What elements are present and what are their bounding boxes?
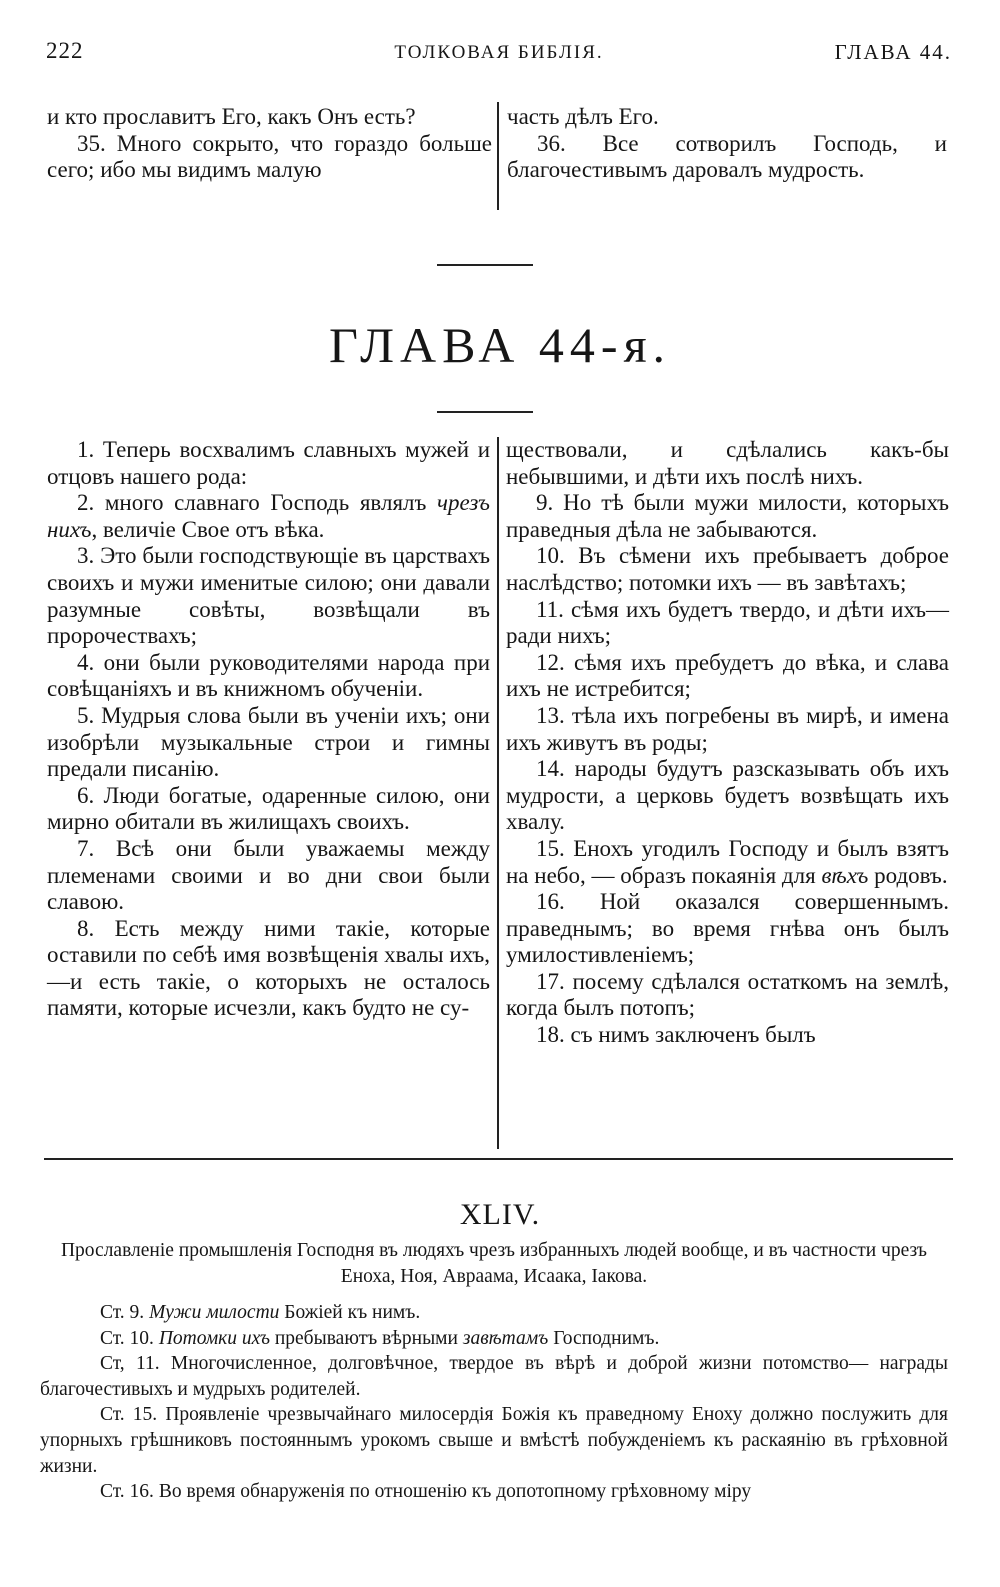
verse-36: 36. Все сотворилъ Господь, и благочестивымъ даровалъ мудрость.: [507, 130, 947, 183]
verse-6: 6. Люди богатые, одаренные силою, они мирно обитали въ жилищахъ своихъ.: [47, 782, 490, 835]
commentary-summary: Прославленіе промышленія Господня въ людяхъ чрезъ избранныхъ людей вообще, и въ частности чрезъ Еноха, Ноя, Авраама, Исаака, Іакова.: [60, 1240, 928, 1287]
verse-15-italic: вѣхъ: [821, 862, 869, 888]
verse-2-italic: чрезъ нихъ: [47, 490, 490, 542]
commentary-body: [40, 1300, 948, 1505]
verse-8: 8. Есть между ними такіе, которые оставили по себѣ имя возвѣщенія хвалы ихъ,—и есть такіе, о которыхъ не осталось памяти, которые исчезли, какъ будто не су-: [47, 915, 490, 1021]
verse-18: 18. съ нимъ заключенъ былъ: [536, 1022, 816, 1048]
comment-11: [40, 1351, 948, 1402]
chapter-rule-below: [437, 411, 533, 413]
comment-10: [40, 1326, 948, 1352]
verse-7: 7. Всѣ они были уважаемы между племенами своими и во дни свои были славою.: [47, 835, 490, 915]
comment-11-text: Многочисленное, долговѣчное, твердое въ вѣрѣ и доброй жизни потомство— награды благочестивыхъ и мудрыхъ родителей.: [40, 1353, 948, 1400]
comment-16-text: Во время обнаруженія по отношенію къ допотопному грѣховному міру: [158, 1481, 752, 1503]
book-title: ТОЛКОВАЯ БИБЛІЯ.: [394, 42, 604, 63]
verse-2-end: , величіе Свое отъ вѣка.: [91, 516, 325, 542]
top-left-column: [47, 104, 492, 184]
comment-10-italic-1: Потомки ихъ: [158, 1327, 270, 1349]
verse-2: [47, 490, 490, 543]
running-header: [46, 38, 952, 74]
verse-16: 16. Ной оказался совершеннымъ. праведнымъ; во время гнѣва онъ былъ умилостивленіемъ;: [506, 889, 949, 968]
comment-16: [40, 1479, 948, 1505]
verse-2-text: 2. много славнаго Господь являлъ: [77, 490, 427, 516]
comment-10-end: Господнимъ.: [553, 1327, 660, 1349]
verse-10: 10. Въ сѣмени ихъ пребываетъ доброе наслѣдство; потомки ихъ — въ завѣтахъ;: [506, 543, 949, 595]
verse-13: 13. тѣла ихъ погребены въ мирѣ, и имена ихъ живутъ въ роды;: [506, 702, 949, 755]
chapter-title: ГЛАВА 44-я.: [328, 317, 672, 373]
verse-15-end: родовъ.: [868, 862, 948, 888]
comment-15-text: Проявленіе чрезвычайнаго милосердія Божія къ праведному Еноху должно послужить для упорныхъ грѣшниковъ постояннымъ урокомъ свыше и вмѣстѣ побужденіемъ къ раскаянію въ грѣховной жизни.: [40, 1404, 948, 1477]
verse-35: 35. Много сокрыто, что гораздо больше сего; ибо мы видимъ малую: [47, 130, 492, 183]
verse-11: 11. сѣмя ихъ будетъ твердо, и дѣти ихъ—ради нихъ;: [506, 596, 949, 649]
verse-5: 5. Мудрыя слова были въ ученіи ихъ; они изобрѣли музыкальные строи и гимны предали писанію.: [47, 702, 490, 782]
verse-4: 4. они были руководителями народа при совѣщаніяхъ и въ книжномъ обученіи.: [47, 649, 490, 702]
comment-15-ref: Ст. 15.: [100, 1404, 158, 1426]
main-left-column: [47, 437, 490, 1022]
page-number: 222: [46, 38, 84, 63]
comment-10-ref: Ст. 10.: [100, 1327, 154, 1349]
comment-16-ref: Ст. 16.: [100, 1481, 154, 1503]
chapter-rule-above: [437, 264, 533, 266]
top-right-column: [507, 104, 947, 184]
verse-3: 3. Это были господствующіе въ царствахъ своихъ и мужи именитые силою; они давали разумные совѣты, возвѣщали въ пророчествахъ;: [47, 543, 490, 649]
commentary-divider: [44, 1158, 953, 1160]
verse-14: 14. народы будутъ разсказывать объ ихъ мудрости, а церковь будетъ возвѣщать ихъ хвалу.: [506, 756, 949, 835]
verse-34-end: и кто прославитъ Его, какъ Онъ есть?: [47, 104, 416, 129]
comment-15: [40, 1402, 948, 1479]
verse-1: 1. Теперь восхвалимъ славныхъ мужей и отцовъ нашего рода:: [47, 437, 490, 489]
verse-12: 12. сѣмя ихъ пребудетъ до вѣка, и слава ихъ не истребится;: [506, 649, 949, 702]
comment-9-italic: Мужи милости: [149, 1302, 280, 1323]
comment-9-text: Божіей къ нимъ.: [284, 1302, 421, 1323]
verse-8-end: ществовали, и сдѣлались какъ-бы небывшими, и дѣти ихъ послѣ нихъ.: [506, 437, 949, 489]
verse-9: 9. Но тѣ были мужи милости, которыхъ праведныя дѣла не забываются.: [506, 490, 949, 542]
comment-11-ref: Ст, 11.: [100, 1353, 160, 1375]
verse-15-text: 15. Енохъ угодилъ Господу и былъ взятъ на небо, — образъ покаянія для: [506, 835, 949, 888]
column-divider-main: [497, 437, 499, 1149]
verse-17: 17. посему сдѣлался остаткомъ на землѣ, когда былъ потопъ;: [506, 968, 949, 1021]
comment-10-mid: пребываютъ вѣрными: [274, 1327, 458, 1349]
comment-10-italic-2: завѣтамъ: [462, 1327, 549, 1349]
main-right-column: [506, 437, 949, 1049]
commentary-title: XLIV.: [459, 1198, 541, 1231]
column-divider-top: [497, 102, 499, 210]
verse-35-end: часть дѣлъ Его.: [507, 104, 659, 129]
chapter-label: ГЛАВА 44.: [834, 40, 952, 64]
verse-15: [506, 836, 949, 889]
comment-9-ref: Ст. 9.: [100, 1302, 145, 1323]
comment-9: [40, 1300, 948, 1326]
